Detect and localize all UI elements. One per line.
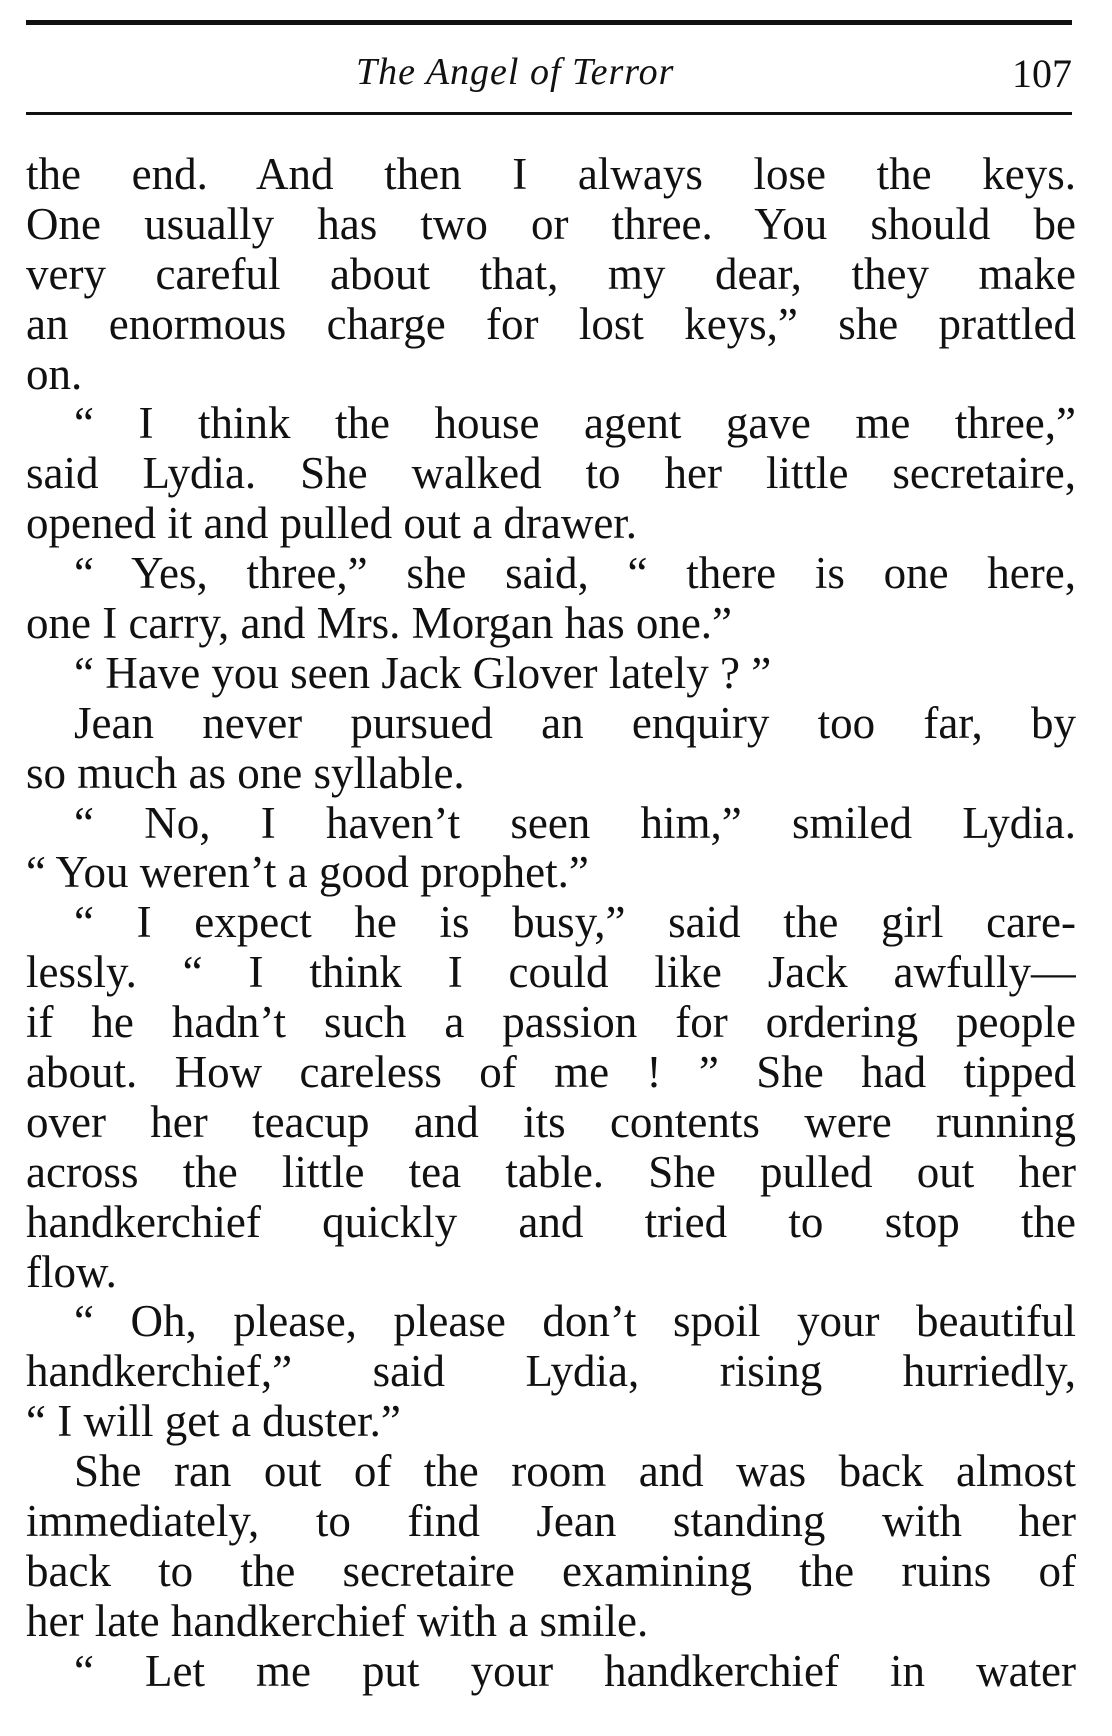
text-line: said Lydia. She walked to her little secretaire, — [26, 449, 1076, 499]
text-line: “ No, I haven’t seen him,” smiled Lydia. — [74, 798, 1076, 848]
page-header — [26, 48, 1072, 98]
text-line: handkerchief,” said Lydia, rising hurriedly, — [26, 1347, 1076, 1397]
running-title: The Angel of Terror — [356, 51, 675, 93]
text-line: very careful about that, my dear, they make — [26, 249, 1076, 299]
text-line: over her teacup and its contents were running — [26, 1097, 1076, 1147]
text-line: She ran out of the room and was back almost — [74, 1447, 1076, 1497]
body-text — [26, 150, 1076, 1697]
text-line: One usually has two or three. You should be — [26, 199, 1076, 249]
text-line: flow. — [26, 1247, 117, 1297]
text-line: opened it and pulled out a drawer. — [26, 499, 638, 549]
text-line: the end. And then I always lose the keys. — [26, 150, 1076, 199]
text-line: “ Let me put your handkerchief in water — [74, 1646, 1076, 1696]
text-line: an enormous charge for lost keys,” she prattled — [26, 299, 1076, 349]
text-line: Jean never pursued an enquiry too far, by — [74, 698, 1076, 748]
text-line: “ I expect he is busy,” said the girl care- — [74, 898, 1076, 948]
text-line: “ I think the house agent gave me three,” — [74, 399, 1076, 449]
text-line: on. — [26, 349, 83, 399]
text-line: across the little tea table. She pulled out her — [26, 1147, 1076, 1197]
text-line: “ I will get a duster.” — [26, 1397, 401, 1447]
text-line: immediately, to find Jean standing with her — [26, 1497, 1076, 1547]
text-line: “ Yes, three,” she said, “ there is one here, — [74, 549, 1076, 599]
text-line: lessly. “ I think I could like Jack awfully— — [26, 948, 1076, 998]
header-rule — [26, 112, 1072, 115]
text-line: “ You weren’t a good prophet.” — [26, 848, 589, 898]
text-line: “ Have you seen Jack Glover lately ? ” — [74, 648, 772, 698]
text-line: if he hadn’t such a passion for ordering people — [26, 998, 1076, 1048]
text-line: one I carry, and Mrs. Morgan has one.” — [26, 599, 733, 649]
page-number: 107 — [1012, 51, 1072, 96]
text-line: back to the secretaire examining the ruins of — [26, 1546, 1076, 1596]
top-rule — [26, 20, 1072, 25]
text-line: handkerchief quickly and tried to stop the — [26, 1197, 1076, 1247]
text-line: so much as one syllable. — [26, 748, 465, 798]
text-line: about. How careless of me ! ” She had tipped — [26, 1048, 1076, 1098]
text-line: her late handkerchief with a smile. — [26, 1596, 649, 1646]
text-line: “ Oh, please, please don’t spoil your beautiful — [74, 1297, 1076, 1347]
